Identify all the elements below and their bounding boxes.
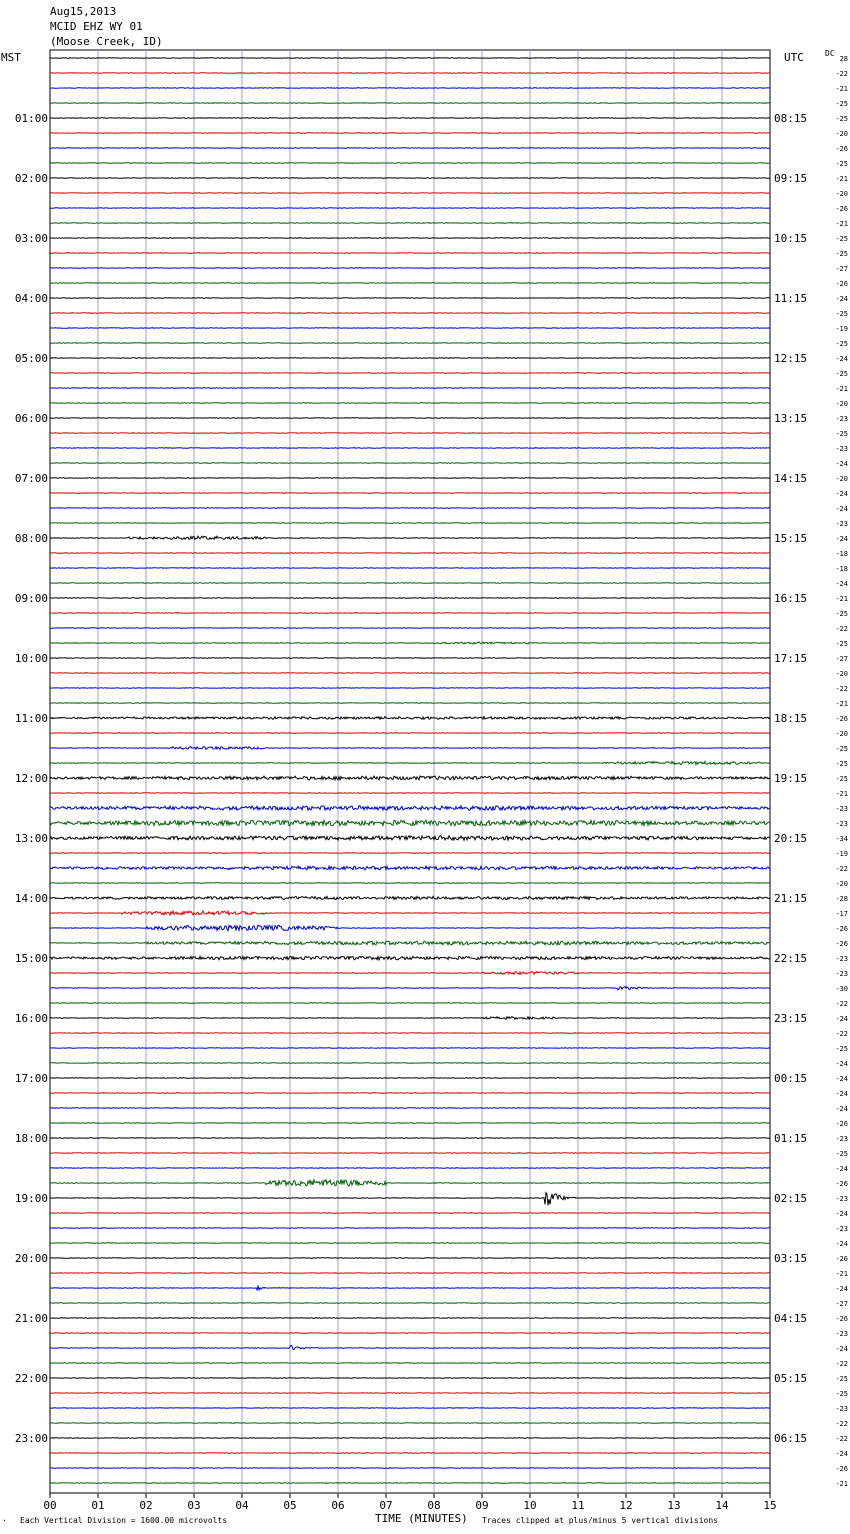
left-hour-label: 04:00: [14, 292, 48, 305]
seismic-trace-row: [50, 911, 770, 915]
dc-offset-label: -25: [835, 100, 848, 108]
dc-offset-label: -21: [835, 1480, 848, 1488]
seismic-trace-row: [50, 208, 770, 209]
dc-offset-label: -25: [835, 310, 848, 318]
dc-offset-label: -20: [835, 190, 848, 198]
dc-offset-label: -26: [835, 1315, 848, 1323]
seismic-trace-row: [50, 761, 770, 764]
left-hour-label: 22:00: [14, 1372, 48, 1385]
seismic-trace-row: [50, 1408, 770, 1409]
dc-offset-label: -26: [835, 925, 848, 933]
dc-header: DC: [825, 49, 835, 58]
dc-offset-label: -23: [835, 1135, 848, 1143]
right-hour-label: 10:15: [774, 232, 808, 245]
left-hour-label: 17:00: [14, 1072, 48, 1085]
dc-offset-label: -23: [835, 415, 848, 423]
x-tick-label: 14: [715, 1499, 729, 1512]
dc-offset-label: -24: [835, 1105, 848, 1113]
dc-offset-label: -21: [835, 790, 848, 798]
seismic-trace-row: [50, 433, 770, 434]
x-tick-label: 00: [43, 1499, 57, 1512]
seismic-trace-row: [50, 642, 770, 644]
seismic-trace-row: [50, 853, 770, 854]
seismic-trace-row: [50, 1017, 770, 1020]
left-hour-label: 23:00: [14, 1432, 48, 1445]
dc-offset-label: -24: [835, 1285, 848, 1293]
seismic-trace-row: [50, 747, 770, 750]
seismic-trace-row: [50, 1378, 770, 1379]
seismic-trace-row: [50, 1303, 770, 1304]
dc-offset-label: -22: [835, 1420, 848, 1428]
seismic-trace-row: [50, 613, 770, 614]
dc-offset-label: -20: [835, 880, 848, 888]
dc-offset-label: -22: [835, 1360, 848, 1368]
dc-offset-label: -23: [835, 1405, 848, 1413]
dc-offset-label: -27: [835, 655, 848, 663]
seismic-trace-row: [50, 1286, 770, 1290]
dc-offset-label: -24: [835, 1015, 848, 1023]
seismic-trace-row: [50, 1438, 770, 1439]
seismic-trace-row: [50, 883, 770, 884]
seismic-trace-row: [50, 925, 770, 931]
dc-offset-label: -23: [835, 1195, 848, 1203]
seismic-trace-row: [50, 866, 770, 870]
seismic-trace-row: [50, 733, 770, 734]
seismic-trace-row: [50, 1258, 770, 1259]
seismic-trace-row: [50, 1193, 770, 1206]
dc-offset-label: -22: [835, 70, 848, 78]
dc-offset-label: -22: [835, 625, 848, 633]
left-axis-title: MST: [1, 51, 21, 64]
seismic-trace-row: [50, 388, 770, 389]
scale-icon: ·: [2, 1516, 7, 1525]
seismic-trace-row: [50, 463, 770, 464]
seismic-trace-row: [50, 253, 770, 254]
seismic-trace-row: [50, 1093, 770, 1094]
seismic-trace-row: [50, 776, 770, 780]
dc-offset-label: -24: [835, 1450, 848, 1458]
dc-offset-label: -20: [835, 670, 848, 678]
dc-offset-label: -26: [835, 280, 848, 288]
station-name: MCID EHZ WY 01: [50, 20, 143, 33]
dc-offset-label: -24: [835, 1090, 848, 1098]
seismic-trace-row: [50, 1363, 770, 1364]
right-hour-label: 11:15: [774, 292, 808, 305]
seismic-trace-row: [50, 1453, 770, 1454]
right-hour-label: 20:15: [774, 832, 808, 845]
seismic-trace-row: [50, 1153, 770, 1154]
seismic-trace-row: [50, 1483, 770, 1484]
dc-offset-label: -19: [835, 325, 848, 333]
right-hour-label: 04:15: [774, 1312, 808, 1325]
seismic-trace-row: [50, 1393, 770, 1394]
dc-offset-label: -26: [835, 940, 848, 948]
dc-offset-label: -24: [835, 580, 848, 588]
seismic-trace-row: [50, 987, 770, 990]
seismic-trace-row: [50, 1108, 770, 1109]
left-hour-label: 05:00: [14, 352, 48, 365]
dc-offset-label: -23: [835, 970, 848, 978]
left-hour-label: 14:00: [14, 892, 48, 905]
seismic-trace-row: [50, 1180, 770, 1187]
dc-offset-label: -26: [835, 1465, 848, 1473]
dc-offset-label: -25: [835, 1045, 848, 1053]
x-tick-label: 05: [283, 1499, 297, 1512]
dc-offset-label: -27: [835, 1300, 848, 1308]
dc-offset-label: -25: [835, 610, 848, 618]
dc-offset-label: -24: [835, 505, 848, 513]
seismic-trace-row: [50, 88, 770, 89]
right-hour-label: 00:15: [774, 1072, 808, 1085]
dc-offset-label: -26: [835, 145, 848, 153]
x-tick-label: 08: [427, 1499, 441, 1512]
seismic-trace-row: [50, 373, 770, 374]
dc-offset-label: -24: [835, 535, 848, 543]
seismic-trace-row: [50, 103, 770, 104]
left-hour-label: 01:00: [14, 112, 48, 125]
seismic-trace-row: [50, 583, 770, 584]
dc-offset-label: -22: [835, 865, 848, 873]
seismic-trace-row: [50, 58, 770, 59]
left-hour-label: 06:00: [14, 412, 48, 425]
right-hour-label: 09:15: [774, 172, 808, 185]
left-hour-label: 13:00: [14, 832, 48, 845]
left-hour-label: 02:00: [14, 172, 48, 185]
x-tick-label: 09: [475, 1499, 489, 1512]
seismic-trace-row: [50, 1063, 770, 1064]
seismic-trace-row: [50, 1345, 770, 1349]
dc-offset-label: -22: [835, 685, 848, 693]
seismic-trace-row: [50, 1273, 770, 1274]
left-hour-label: 19:00: [14, 1192, 48, 1205]
seismic-trace-row: [50, 283, 770, 284]
dc-offset-label: -26: [835, 1120, 848, 1128]
dc-offset-label: -25: [835, 640, 848, 648]
dc-offset-label: -18: [835, 550, 848, 558]
dc-offset-label: -24: [835, 1345, 848, 1353]
left-hour-label: 08:00: [14, 532, 48, 545]
seismic-trace-row: [50, 1468, 770, 1469]
left-hour-label: 10:00: [14, 652, 48, 665]
x-tick-label: 06: [331, 1499, 345, 1512]
seismic-trace-row: [50, 403, 770, 404]
dc-offset-label: -22: [835, 1000, 848, 1008]
right-hour-label: 13:15: [774, 412, 808, 425]
dc-offset-label: -24: [835, 1210, 848, 1218]
dc-offset-label: -24: [835, 1060, 848, 1068]
seismic-trace-row: [50, 1168, 770, 1169]
seismic-trace-row: [50, 418, 770, 419]
seismic-trace-row: [50, 1243, 770, 1244]
left-hour-label: 07:00: [14, 472, 48, 485]
left-hour-label: 09:00: [14, 592, 48, 605]
right-hour-label: 08:15: [774, 112, 808, 125]
x-tick-label: 13: [667, 1499, 681, 1512]
x-tick-label: 12: [619, 1499, 633, 1512]
x-tick-label: 03: [187, 1499, 201, 1512]
dc-offset-label: -26: [835, 1180, 848, 1188]
dc-offset-label: -18: [835, 565, 848, 573]
dc-offset-label: -25: [835, 1390, 848, 1398]
trace-lines: [50, 58, 770, 1484]
seismic-trace-row: [50, 298, 770, 299]
left-hour-label: 20:00: [14, 1252, 48, 1265]
seismic-trace-row: [50, 1138, 770, 1139]
seismic-trace-row: [50, 1318, 770, 1319]
x-axis-title: TIME (MINUTES): [375, 1512, 468, 1525]
right-hour-label: 03:15: [774, 1252, 808, 1265]
x-tick-label: 02: [139, 1499, 153, 1512]
scale-note: Each Vertical Division = 1600.00 microvolts: [20, 1516, 228, 1525]
x-tick-label: 11: [571, 1499, 585, 1512]
seismic-trace-row: [50, 118, 770, 119]
seismic-trace-row: [50, 163, 770, 164]
x-tick-label: 10: [523, 1499, 537, 1512]
right-hour-label: 06:15: [774, 1432, 808, 1445]
dc-offset-label: -25: [835, 1150, 848, 1158]
right-hour-label: 18:15: [774, 712, 808, 725]
left-hour-label: 11:00: [14, 712, 48, 725]
seismic-trace-row: [50, 73, 770, 74]
dc-offset-label: -30: [835, 985, 848, 993]
dc-offset-label: -26: [835, 715, 848, 723]
seismic-trace-row: [50, 536, 770, 540]
seismic-trace-row: [50, 971, 770, 974]
right-hour-label: 21:15: [774, 892, 808, 905]
dc-offset-label: -23: [835, 955, 848, 963]
seismic-trace-row: [50, 1078, 770, 1079]
right-hour-label: 01:15: [774, 1132, 808, 1145]
clip-note: Traces clipped at plus/minus 5 vertical divisions: [482, 1516, 719, 1525]
dc-offset-label: -22: [835, 1030, 848, 1038]
seismic-trace-row: [50, 717, 770, 720]
dc-offset-label: -21: [835, 85, 848, 93]
dc-offset-label: -34: [835, 835, 848, 843]
dc-offset-label: -24: [835, 460, 848, 468]
right-hour-label: 16:15: [774, 592, 808, 605]
dc-offset-label: -23: [835, 520, 848, 528]
seismic-trace-row: [50, 493, 770, 494]
seismic-trace-row: [50, 1333, 770, 1334]
left-hour-label: 21:00: [14, 1312, 48, 1325]
x-tick-label: 15: [763, 1499, 777, 1512]
dc-offset-label: -23: [835, 1225, 848, 1233]
dc-offset-label: -25: [835, 235, 848, 243]
station-location: (Moose Creek, ID): [50, 35, 163, 48]
seismic-trace-row: [50, 673, 770, 674]
right-hour-label: 02:15: [774, 1192, 808, 1205]
grid-lines: [50, 50, 770, 1493]
right-hour-label: 22:15: [774, 952, 808, 965]
seismic-trace-row: [50, 313, 770, 314]
left-hour-label: 15:00: [14, 952, 48, 965]
seismic-trace-row: [50, 223, 770, 224]
dc-offset-label: -21: [835, 175, 848, 183]
right-axis-title: UTC: [784, 51, 804, 64]
x-tick-label: 07: [379, 1499, 393, 1512]
seismic-trace-row: [50, 358, 770, 359]
right-hour-label: 05:15: [774, 1372, 808, 1385]
dc-offset-label: -19: [835, 850, 848, 858]
seismic-trace-row: [50, 896, 770, 899]
right-hour-label: 15:15: [774, 532, 808, 545]
dc-offset-label: -21: [835, 385, 848, 393]
seismic-trace-row: [50, 508, 770, 509]
dc-offset-label: -27: [835, 265, 848, 273]
seismic-trace-row: [50, 1123, 770, 1124]
dc-offset-label: -20: [835, 400, 848, 408]
dc-offset-label: -26: [835, 1255, 848, 1263]
x-tick-label: 01: [91, 1499, 105, 1512]
dc-offset-label: -25: [835, 250, 848, 258]
dc-offset-label: -24: [835, 355, 848, 363]
left-hour-label: 03:00: [14, 232, 48, 245]
seismic-trace-row: [50, 238, 770, 239]
dc-offset-label: -25: [835, 115, 848, 123]
seismic-trace-row: [50, 688, 770, 689]
dc-offset-label: -20: [835, 730, 848, 738]
right-hour-label: 19:15: [774, 772, 808, 785]
seismic-trace-row: [50, 836, 770, 841]
seismic-trace-row: [50, 1423, 770, 1424]
seismic-trace-row: [50, 793, 770, 794]
left-hour-label: 18:00: [14, 1132, 48, 1145]
seismic-trace-row: [50, 1048, 770, 1049]
dc-offset-label: -23: [835, 820, 848, 828]
dc-offset-label: -25: [835, 775, 848, 783]
seismic-trace-row: [50, 193, 770, 194]
seismic-trace-row: [50, 806, 770, 811]
seismic-trace-row: [50, 523, 770, 524]
dc-offset-label: -25: [835, 160, 848, 168]
seismic-trace-row: [50, 553, 770, 554]
chart-date: Aug15,2013: [50, 5, 117, 18]
x-tick-label: 04: [235, 1499, 249, 1512]
right-hour-label: 17:15: [774, 652, 808, 665]
seismic-trace-row: [50, 478, 770, 479]
dc-offset-label: -28: [835, 895, 848, 903]
seismic-trace-row: [50, 1033, 770, 1034]
seismic-trace-row: [50, 178, 770, 179]
seismic-trace-row: [50, 628, 770, 629]
axis-labels: [15, 55, 848, 1512]
seismic-trace-row: [50, 941, 770, 945]
left-hour-label: 16:00: [14, 1012, 48, 1025]
right-hour-label: 14:15: [774, 472, 808, 485]
dc-offset-label: -20: [835, 130, 848, 138]
dc-offset-label: -26: [835, 205, 848, 213]
seismic-trace-row: [50, 268, 770, 269]
dc-offset-label: -25: [835, 340, 848, 348]
dc-offset-label: -21: [835, 700, 848, 708]
dc-offset-label: -21: [835, 220, 848, 228]
seismic-trace-row: [50, 956, 770, 960]
plot-frame: [50, 50, 770, 1493]
dc-offset-label: -24: [835, 490, 848, 498]
dc-offset-label: -23: [835, 805, 848, 813]
seismic-trace-row: [50, 343, 770, 344]
dc-offset-label: -25: [835, 430, 848, 438]
seismic-trace-row: [50, 133, 770, 134]
seismic-trace-row: [50, 1213, 770, 1214]
dc-offset-label: 28: [839, 55, 848, 63]
dc-offset-label: -23: [835, 445, 848, 453]
seismic-trace-row: [50, 448, 770, 449]
seismic-trace-row: [50, 598, 770, 599]
seismic-trace-row: [50, 1003, 770, 1004]
seismic-trace-row: [50, 1228, 770, 1229]
dc-offset-label: -24: [835, 1240, 848, 1248]
right-hour-label: 12:15: [774, 352, 808, 365]
seismic-trace-row: [50, 328, 770, 329]
seismic-trace-row: [50, 568, 770, 569]
dc-offset-label: -24: [835, 1075, 848, 1083]
right-hour-label: 23:15: [774, 1012, 808, 1025]
dc-offset-label: -25: [835, 1375, 848, 1383]
dc-offset-label: -21: [835, 1270, 848, 1278]
dc-offset-label: -24: [835, 295, 848, 303]
dc-offset-label: -25: [835, 760, 848, 768]
seismic-trace-row: [50, 703, 770, 704]
seismic-trace-row: [50, 820, 770, 826]
left-hour-label: 12:00: [14, 772, 48, 785]
dc-offset-label: -21: [835, 595, 848, 603]
seismic-trace-row: [50, 148, 770, 149]
dc-offset-label: -23: [835, 1330, 848, 1338]
seismic-trace-row: [50, 658, 770, 659]
dc-offset-label: -24: [835, 1165, 848, 1173]
dc-offset-label: -25: [835, 745, 848, 753]
dc-offset-label: -20: [835, 475, 848, 483]
dc-offset-label: -25: [835, 370, 848, 378]
dc-offset-label: -17: [835, 910, 848, 918]
dc-offset-label: -22: [835, 1435, 848, 1443]
